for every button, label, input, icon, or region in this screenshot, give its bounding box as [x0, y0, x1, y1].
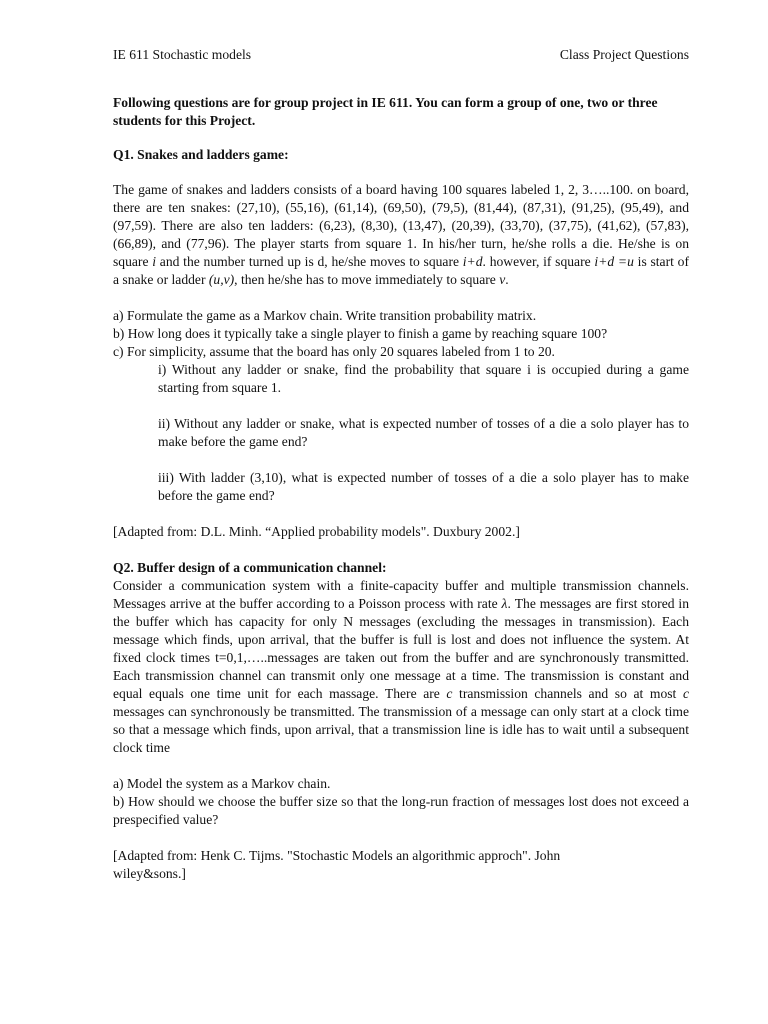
q1-var-i: i — [152, 254, 157, 269]
q2-item-a: a) Model the system as a Markov chain. — [113, 776, 331, 791]
header-course-title: IE 611 Stochastic models — [113, 47, 252, 62]
q1-title: Q1. Snakes and ladders game: — [113, 147, 289, 162]
document-page — [113, 46, 689, 883]
q1-item-a: a) Formulate the game as a Markov chain. Write transition probability matrix. — [113, 308, 537, 323]
q1-text-6: . — [505, 272, 509, 287]
q2-text-2: . The messages are first stored in the buffer which has capacity for only N messages (excluding the messages in transmission). Each message which finds, upon arrival, that the buffer is full is lost and does not influence the system. At fixed clock times t=0,1,…..messages are taken out from the buffer and are synchronously transmitted. Each transmission channel can transmit only one message at a time. The transmission is constant and equal equals one time unit for each massage. There are — [113, 596, 689, 701]
page-header — [113, 46, 689, 64]
q2-description — [113, 577, 689, 757]
q1-item-list — [113, 307, 689, 361]
q1-subitem-list — [158, 361, 689, 505]
q2-reference-line-2: wiley&sons.] — [113, 866, 186, 881]
q1-item-c: c) For simplicity, assume that the board has only 20 squares labeled from 1 to 20. — [113, 344, 555, 359]
q1-reference: [Adapted from: D.L. Minh. “Applied probability models". Duxbury 2002.] — [113, 524, 520, 539]
q1-text-2: and the number turned up is d, he/she moves to square — [156, 254, 463, 269]
q1-description — [113, 181, 689, 289]
q2-var-c1: c — [446, 686, 453, 701]
header-doc-type: Class Project Questions — [559, 47, 689, 62]
q1-subitem-iii: iii) With ladder (3,10), what is expected number of tosses of a die a solo player has to make before the game end? — [158, 470, 689, 503]
q1-text-1: The game of snakes and ladders consists of a board having 100 squares labeled 1, 2, 3…..100. on board, there are ten snakes: (27,10), (55,16), (61,14), (69,50), (79,5), (81,44), (87,31), (91,25), (95,49), and (97,59). There are also ten ladders: (6,23), (8,30), (13,47), (20,39), (33,70), (37,75), (41,62), (57,83), (66,89), and (77,96). The player starts from square 1. In his/her turn, he/she rolls a die. He/she is on square — [113, 182, 689, 269]
q1-text-5: , then he/she has to move immediately to square — [234, 272, 500, 287]
q1-var-v: v — [499, 272, 506, 287]
q2-item-list — [113, 775, 689, 829]
q2-reference — [113, 847, 689, 883]
q1-item-b: b) How long does it typically take a single player to finish a game by reaching square 100? — [113, 326, 608, 341]
q2-text-1: Consider a communication system with a finite-capacity buffer and multiple transmission channels. Messages arrive at the buffer according to a Poisson process with rate — [113, 578, 689, 611]
q2-item-b: b) How should we choose the buffer size so that the long-run fraction of messages lost does not exceed a prespecified value? — [113, 794, 689, 827]
q2-var-lambda: λ — [501, 596, 508, 611]
q2-reference-line-1: [Adapted from: Henk C. Tijms. "Stochastic Models an algorithmic approch". John — [113, 848, 561, 863]
q1-text-3: . however, if square — [482, 254, 595, 269]
q2-title: Q2. Buffer design of a communication channel: — [113, 560, 387, 575]
q1-text-4: is start of a snake or ladder — [113, 254, 689, 287]
q1-subitem-i: i) Without any ladder or snake, find the probability that square i is occupied during a game starting from square 1. — [158, 362, 689, 395]
q1-var-idu: i+d =u — [594, 254, 634, 269]
q2-text-3: transmission channels and so at most — [452, 686, 683, 701]
intro-paragraph: Following questions are for group project in IE 611. You can form a group of one, two or three students for this Project. — [113, 95, 658, 128]
q1-var-id: i+d — [462, 254, 483, 269]
q1-subitem-ii: ii) Without any ladder or snake, what is expected number of tosses of a die a solo player has to make before the game end? — [158, 416, 689, 449]
q2-var-c2: c — [682, 686, 689, 701]
q1-var-uv: (u,v) — [208, 272, 235, 287]
q2-text-4: messages can synchronously be transmitted. The transmission of a message can only start at a clock time so that a message which finds, upon arrival, that a transmission line is idle has to wait until a subsequent clock time — [113, 704, 689, 755]
